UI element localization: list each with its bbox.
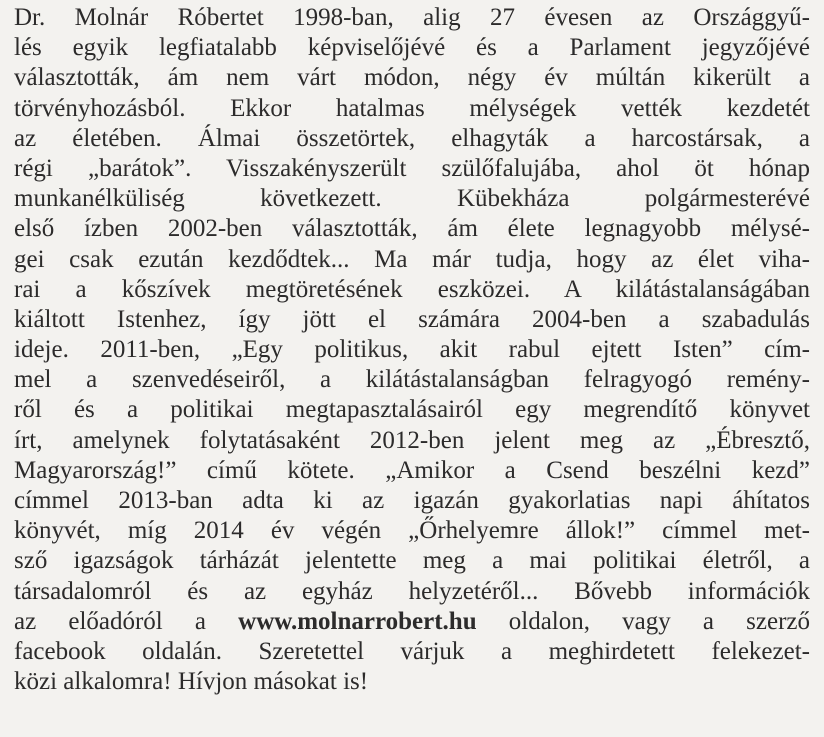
line-text-after-website: oldalon, vagy a szerző	[476, 607, 810, 635]
paragraph-line: címmel 2013-ban adta ki az igazán gyakorlatias napi áhítatos	[14, 487, 810, 514]
paragraph-line: az életében. Álmai összetörtek, elhagyták a harcostársak, a	[14, 124, 810, 152]
paragraph-line: ről és a politikai megtapasztalásairól egy megrendítő könyvet	[14, 396, 810, 424]
line-text-before-website: az előadóról a	[14, 607, 239, 635]
article-paragraph	[14, 3, 810, 697]
paragraph-line: ideje. 2011-ben, „Egy politikus, akit rabul ejtett Isten” cím-	[14, 336, 810, 364]
paragraph-line: mel a szenvedéseiről, a kilátástalanságban felragyogó remény-	[14, 366, 810, 394]
paragraph-line: első ízben 2002-ben választották, ám élete legnagyobb mélysé-	[14, 215, 810, 243]
paragraph-line: gei csak ezután kezdődtek... Ma már tudja, hogy az élet viha-	[14, 245, 810, 273]
paragraph-line: Magyarország!” című kötete. „Amikor a Csend beszélni kezd”	[14, 456, 810, 484]
website-link[interactable]: www.molnarrobert.hu	[238, 607, 477, 635]
paragraph-line: könyvét, míg 2014 év végén „Őrhelyemre állok!” címmel met-	[14, 517, 810, 545]
paragraph-line: választották, ám nem várt módon, négy év múltán kikerült a	[14, 64, 810, 92]
paragraph-last-line: közi alkalomra! Hívjon másokat is!	[14, 668, 369, 696]
paragraph-line: Dr. Molnár Róbertet 1998-ban, alig 27 évesen az Országgyű-	[14, 4, 810, 31]
paragraph-line: facebook oldalán. Szeretettel várjuk a meghirdetett felekezet-	[14, 637, 810, 665]
paragraph-line: törvényhozásból. Ekkor hatalmas mélységek vették kezdetét	[14, 94, 810, 122]
paragraph-line: rai a kőszívek megtöretésének eszközei. A kilátástalanságában	[14, 275, 810, 303]
paragraph-line: sző igazságok tárházát jelentette meg a mai politikai életről, a	[14, 547, 810, 575]
paragraph-line: írt, amelynek folytatásaként 2012-ben jelent meg az „Ébresztő,	[14, 426, 810, 454]
paragraph-line: lés egyik legfiatalabb képviselőjévé és a Parlament jegyzőjévé	[14, 34, 810, 62]
paragraph-line: munkanélküliség következett. Kübekháza polgármesterévé	[14, 185, 810, 213]
paragraph-line-with-website	[14, 607, 810, 637]
paragraph-line: kiáltott Istenhez, így jött el számára 2004-ben a szabadulás	[14, 305, 810, 333]
paragraph-line: régi „barátok”. Visszakényszerült szülőfalujába, ahol öt hónap	[14, 154, 810, 182]
paragraph-line: társadalomról és az egyház helyzetéről... Bővebb információk	[14, 577, 810, 605]
